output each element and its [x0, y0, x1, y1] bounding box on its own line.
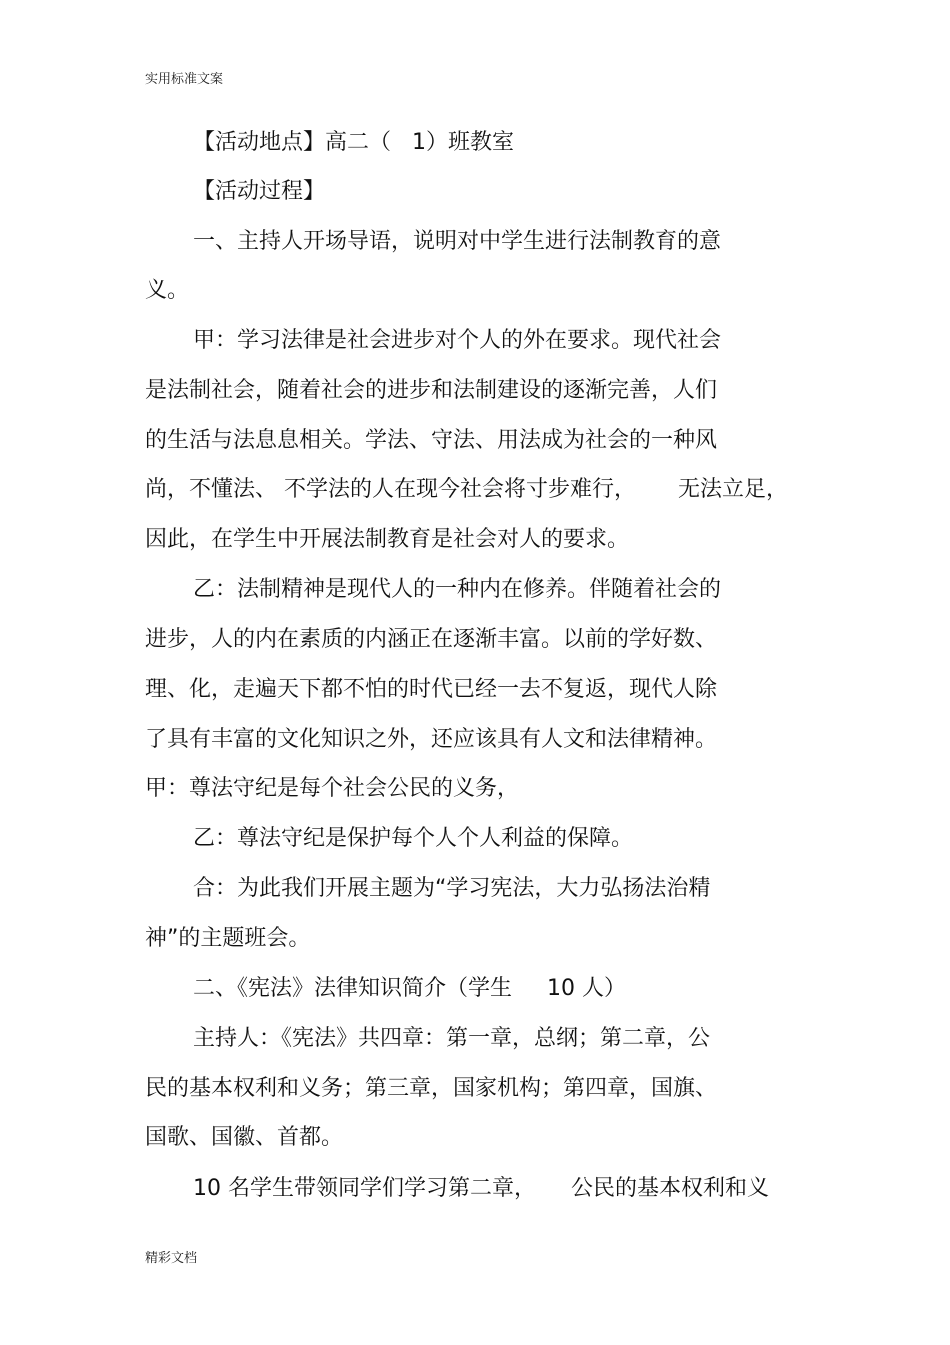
- page-footer: 精彩文档: [145, 1251, 198, 1266]
- text-line: 是法制社会，随着社会的进步和法制建设的逐渐完善，人们: [145, 378, 718, 403]
- text-line-section-heading: 二、《宪法》法律知识简介（学生 10 人）: [193, 976, 626, 1001]
- text-line: 的生活与法息息相关。学法、守法、用法成为社会的一种风: [145, 428, 718, 453]
- text-line: 了具有丰富的文化知识之外，还应该具有人文和法律精神。: [145, 727, 718, 752]
- text-line: 神”的主题班会。: [145, 926, 311, 951]
- text-line: 10 名学生带领同学们学习第二章， 公民的基本权利和义: [193, 1176, 769, 1201]
- text-line: 进步，人的内在素质的内涵正在逐渐丰富。以前的学好数、: [145, 627, 718, 652]
- text-line: 尚，不懂法、 不学法的人在现今社会将寸步难行， 无法立足，: [145, 477, 788, 502]
- text-line: 民的基本权利和义务；第三章，国家机构；第四章，国旗、: [145, 1076, 718, 1101]
- text-line-activity-location: 【活动地点】高二（ 1）班教室: [193, 130, 514, 155]
- text-line: 国歌、国徽、首都。: [145, 1125, 344, 1150]
- text-line: 甲：尊法守纪是每个社会公民的义务，: [145, 776, 520, 801]
- text-line: 主持人：《宪法》共四章：第一章，总纲；第二章，公: [193, 1026, 711, 1051]
- text-line: 合：为此我们开展主题为“学习宪法，大力弘扬法治精: [193, 876, 711, 901]
- text-line-activity-process: 【活动过程】: [193, 179, 326, 204]
- text-line: 乙：尊法守纪是保护每个人个人利益的保障。: [193, 826, 634, 851]
- text-line: 理、化，走遍天下都不怕的时代已经一去不复返，现代人除: [145, 677, 718, 702]
- text-line: 甲：学习法律是社会进步对个人的外在要求。现代社会: [193, 328, 722, 353]
- text-line: 一、主持人开场导语，说明对中学生进行法制教育的意: [193, 229, 722, 254]
- text-line: 乙：法制精神是现代人的一种内在修养。伴随着社会的: [193, 577, 722, 602]
- page-header: 实用标准文案: [145, 72, 224, 87]
- text-line: 义。: [145, 278, 190, 303]
- text-line: 因此，在学生中开展法制教育是社会对人的要求。: [145, 527, 630, 552]
